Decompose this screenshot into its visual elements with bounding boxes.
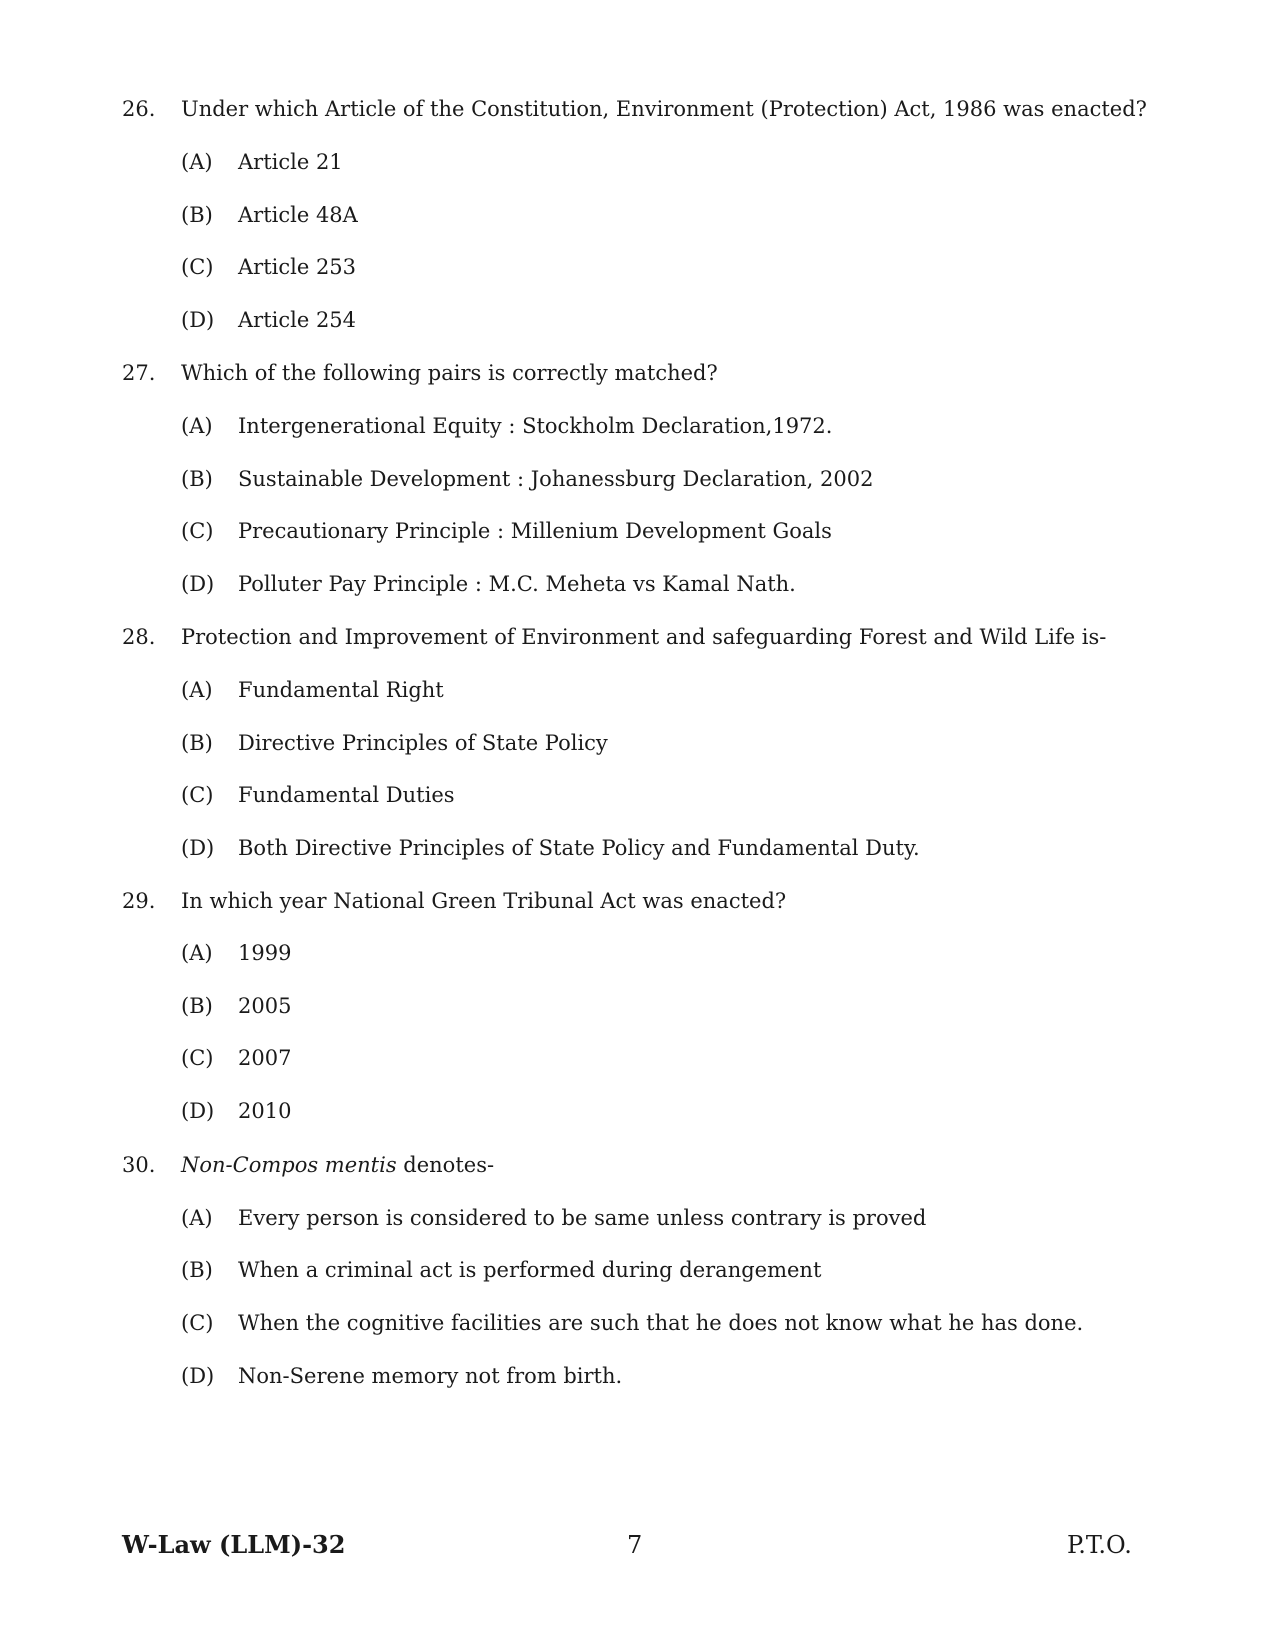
- option-text: Article 21: [238, 150, 343, 174]
- option-text: Precautionary Principle : Millenium Development Goals: [238, 519, 832, 543]
- question-text: Which of the following pairs is correctly matched?: [181, 361, 718, 385]
- option-text: Article 48A: [238, 203, 358, 227]
- question-number: 29.: [122, 889, 156, 913]
- option-label: (B): [181, 203, 213, 227]
- option-label: (C): [181, 1046, 214, 1070]
- question-number: 28.: [122, 625, 156, 649]
- option-label: (D): [181, 836, 215, 860]
- option-text: When the cognitive facilities are such that he does not know what he has done.: [238, 1311, 1084, 1335]
- option-label: (A): [181, 678, 213, 702]
- option-text: Polluter Pay Principle : M.C. Meheta vs Kamal Nath.: [238, 572, 796, 596]
- option-text: 2005: [238, 994, 292, 1018]
- option-label: (B): [181, 467, 213, 491]
- option-text: When a criminal act is performed during derangement: [238, 1258, 822, 1282]
- question-text: In which year National Green Tribunal Act was enacted?: [181, 889, 787, 913]
- question-text: Protection and Improvement of Environment and safeguarding Forest and Wild Life is-: [181, 625, 1107, 649]
- option-label: (D): [181, 1099, 215, 1123]
- latin-term: Non-Compos mentis: [181, 1153, 397, 1177]
- question-number: 26.: [122, 97, 156, 121]
- option-label: (B): [181, 731, 213, 755]
- option-text: Fundamental Duties: [238, 783, 455, 807]
- option-text: Both Directive Principles of State Policy and Fundamental Duty.: [238, 836, 920, 860]
- option-label: (B): [181, 1258, 213, 1282]
- option-label: (A): [181, 414, 213, 438]
- option-label: (C): [181, 1311, 214, 1335]
- question-number: 27.: [122, 361, 156, 385]
- option-text: Fundamental Right: [238, 678, 444, 702]
- option-label: (D): [181, 308, 215, 332]
- option-label: (B): [181, 994, 213, 1018]
- option-label: (A): [181, 941, 213, 965]
- question-text-rest: denotes-: [396, 1153, 495, 1177]
- option-label: (C): [181, 519, 214, 543]
- option-text: Non-Serene memory not from birth.: [238, 1364, 623, 1388]
- option-text: Every person is considered to be same unless contrary is proved: [238, 1206, 927, 1230]
- paper-code: W-Law (LLM)-32: [122, 1530, 346, 1559]
- option-label: (C): [181, 783, 214, 807]
- option-text: Directive Principles of State Policy: [238, 731, 608, 755]
- option-label: (C): [181, 255, 214, 279]
- option-label: (D): [181, 572, 215, 596]
- please-turn-over: P.T.O.: [1067, 1531, 1132, 1559]
- question-text: [181, 1152, 494, 1178]
- option-text: Article 254: [238, 308, 357, 332]
- option-text: 2007: [238, 1046, 292, 1070]
- option-text: Sustainable Development : Johanessburg Declaration, 2002: [238, 467, 874, 491]
- option-label: (A): [181, 1206, 213, 1230]
- page-number: 7: [627, 1531, 643, 1559]
- option-label: (A): [181, 150, 213, 174]
- question-number: 30.: [122, 1153, 156, 1177]
- option-text: 2010: [238, 1099, 292, 1123]
- option-label: (D): [181, 1364, 215, 1388]
- option-text: Intergenerational Equity : Stockholm Declaration,1972.: [238, 414, 833, 438]
- option-text: Article 253: [238, 255, 357, 279]
- question-text: Under which Article of the Constitution, Environment (Protection) Act, 1986 was enacted?: [181, 97, 1147, 121]
- option-text: 1999: [238, 941, 292, 965]
